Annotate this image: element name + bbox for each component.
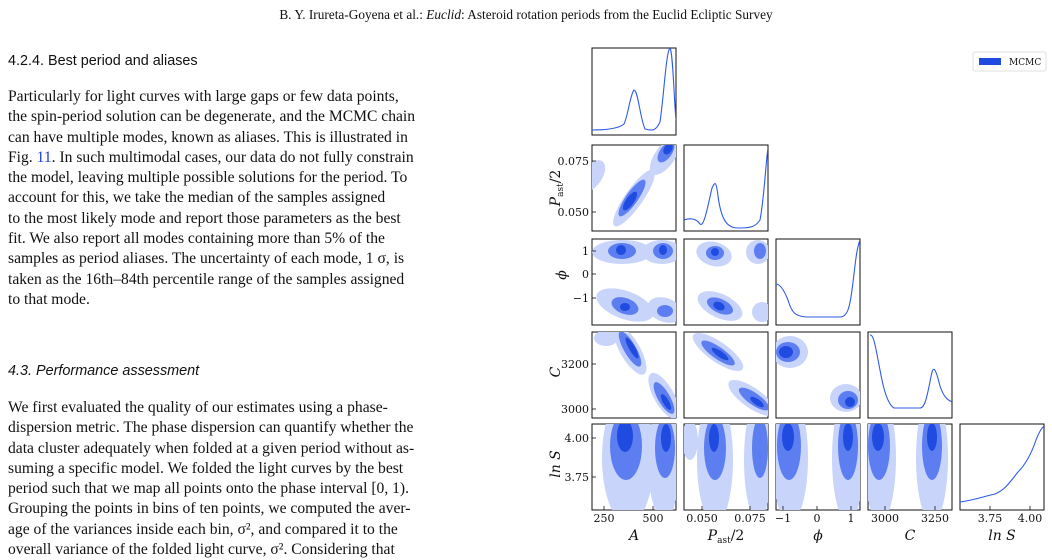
contour-level-outer bbox=[682, 420, 698, 460]
text-line: Particularly for light curves with large gaps or few data points, bbox=[8, 88, 399, 105]
xtick-lnS-1: 4.00 bbox=[1017, 512, 1043, 525]
ytick-lnS-1: 3.75 bbox=[564, 471, 589, 484]
ylabel-phi: ϕ bbox=[554, 270, 570, 280]
contour-level-middle bbox=[754, 243, 766, 259]
text-line: the spin-period solution can be degenerate, and the MCMC chain bbox=[8, 108, 416, 126]
xtick-phi-1: 0 bbox=[813, 512, 821, 525]
contour-level-inner bbox=[616, 245, 626, 255]
xlabel-A: A bbox=[628, 528, 640, 544]
xlabel-P: $P_{ast}/2$ bbox=[707, 528, 745, 546]
marginal-density-A bbox=[592, 48, 676, 130]
xtick-lnS-0: 3.75 bbox=[977, 512, 1003, 525]
ytick-phi-0: 1 bbox=[582, 245, 589, 258]
text-line: data cluster adequately when folded at a given period without as- bbox=[8, 439, 415, 457]
contour-level-outer bbox=[594, 330, 618, 346]
contour-level-middle bbox=[752, 418, 768, 478]
contour-level-outer bbox=[752, 302, 772, 322]
fig-ref-suffix: . bbox=[51, 148, 56, 166]
xtick-A-0: 250 bbox=[593, 512, 615, 525]
running-head-journal: Euclid bbox=[426, 7, 461, 22]
panel-C-vs-A bbox=[592, 321, 686, 424]
panel-phi-marginal bbox=[776, 239, 860, 325]
marginal-density-P bbox=[684, 148, 768, 228]
text-line: Grouping the points in bins of ten points, we computed the aver- bbox=[8, 500, 411, 518]
xtick-phi-0: −1 bbox=[774, 512, 792, 525]
panel-phi-vs-P bbox=[684, 238, 772, 327]
contour-level-inner bbox=[927, 423, 937, 451]
xtick-phi-2: 1 bbox=[847, 512, 855, 525]
contour-level-middle bbox=[657, 305, 673, 317]
contour-level-inner bbox=[711, 248, 719, 256]
ytick-C-1: 3000 bbox=[561, 403, 589, 416]
xtick-C-0: 3000 bbox=[871, 512, 899, 525]
panel-lnS-marginal bbox=[960, 424, 1044, 510]
running-head-prefix: B. Y. Irureta-Goyena et al.: bbox=[279, 7, 427, 22]
text-line: fit. We also report all modes containing more than 5% of the bbox=[8, 230, 385, 248]
ytick-C-0: 3200 bbox=[561, 358, 589, 371]
xlabel-C: C bbox=[904, 528, 916, 544]
ytick-phi-2: −1 bbox=[572, 292, 589, 305]
panel-C-vs-phi bbox=[772, 332, 862, 418]
xtick-P-1: 0.075 bbox=[734, 512, 766, 525]
text-line: We first evaluated the quality of our estimates using a phase- bbox=[8, 399, 388, 416]
panel-C-marginal bbox=[868, 332, 952, 418]
marginal-density-phi bbox=[776, 240, 860, 317]
text-line: account for this, we take the median of the samples assigned bbox=[8, 189, 386, 207]
running-head-suffix: : Asteroid rotation periods from the Euclid Ecliptic Survey bbox=[461, 7, 773, 22]
marginal-density-lnS bbox=[960, 426, 1044, 502]
ytick-phi-1: 0 bbox=[582, 268, 589, 281]
contour-level-inner bbox=[709, 424, 719, 452]
contour-level-inner bbox=[779, 346, 793, 358]
text-line: samples as period aliases. The uncertainty of each mode, 1 σ, is bbox=[8, 250, 405, 268]
ylabel-P: $P_{ast}/2$ bbox=[548, 169, 566, 207]
contour-level-inner bbox=[782, 423, 794, 451]
figure-11-link[interactable]: 11 bbox=[36, 148, 52, 166]
panel-phi-vs-A bbox=[592, 239, 686, 328]
panel-P-marginal bbox=[684, 145, 768, 231]
text-line: overall variance of the folded light curve, σ². Considering that bbox=[8, 541, 395, 559]
xlabel-lnS: ln S bbox=[988, 528, 1016, 544]
contour-level-inner bbox=[843, 423, 853, 451]
legend-swatch bbox=[979, 58, 1001, 65]
panel-lnS-vs-C bbox=[864, 394, 952, 522]
contour-level-inner bbox=[845, 397, 855, 407]
xlabel-phi: ϕ bbox=[813, 528, 823, 544]
text-line: the model, leaving multiple possible solutions for the period. To bbox=[8, 169, 408, 187]
contour-level-inner bbox=[872, 423, 884, 451]
text-line: taken as the 16th–84th percentile range of the samples assigned bbox=[8, 270, 405, 288]
corner-plot-figure bbox=[520, 0, 1052, 559]
contour-level-inner bbox=[661, 424, 671, 452]
text-line: suming a specific model. We folded the light curves by the best bbox=[8, 459, 404, 477]
panel-lnS-vs-P bbox=[682, 396, 772, 524]
text-line: period such that we map all points onto the phase interval [0, 1). bbox=[8, 480, 410, 498]
ylabel-C: C bbox=[548, 366, 564, 378]
panel-P-vs-A bbox=[573, 132, 685, 231]
text-line: In such multimodal cases, our data do not fully constrain bbox=[59, 148, 414, 166]
paragraph-best-period bbox=[8, 87, 520, 310]
figure-legend bbox=[973, 52, 1046, 71]
xtick-A-1: 500 bbox=[642, 512, 664, 525]
text-line: to that mode. bbox=[8, 290, 90, 308]
panel-lnS-vs-phi bbox=[772, 394, 864, 522]
text-line: dispersion metric. The phase dispersion can quantify whether the bbox=[8, 419, 414, 437]
text-line: can have multiple modes, known as aliases. This is illustrated in bbox=[8, 128, 408, 146]
marginal-density-C bbox=[870, 335, 952, 408]
ytick-P-0: 0.075 bbox=[557, 155, 589, 168]
xtick-P-0: 0.050 bbox=[686, 512, 718, 525]
ytick-P-1: 0.050 bbox=[557, 206, 589, 219]
contour-level-inner bbox=[659, 245, 667, 255]
ylabel-lnS: ln S bbox=[548, 450, 564, 478]
text-line: to the most likely mode and report those parameters as the best bbox=[8, 209, 401, 227]
fig-ref-prefix: Fig. bbox=[8, 148, 33, 166]
xtick-C-1: 3250 bbox=[921, 512, 949, 525]
text-line: age of the variances inside each bin, σ², and compared it to the bbox=[8, 520, 398, 538]
ytick-lnS-0: 4.00 bbox=[564, 432, 589, 445]
panel-C-vs-P bbox=[684, 327, 781, 423]
panel-A-marginal bbox=[592, 48, 676, 135]
contour-level-inner bbox=[620, 303, 630, 311]
section-heading-43: 4.3. Performance assessment bbox=[8, 363, 200, 379]
text-line-with-ref bbox=[8, 148, 520, 168]
contour-level-inner bbox=[617, 420, 633, 452]
legend-label: MCMC bbox=[1009, 58, 1042, 68]
paragraph-performance bbox=[8, 398, 520, 560]
section-heading-424: 4.2.4. Best period and aliases bbox=[8, 53, 198, 69]
